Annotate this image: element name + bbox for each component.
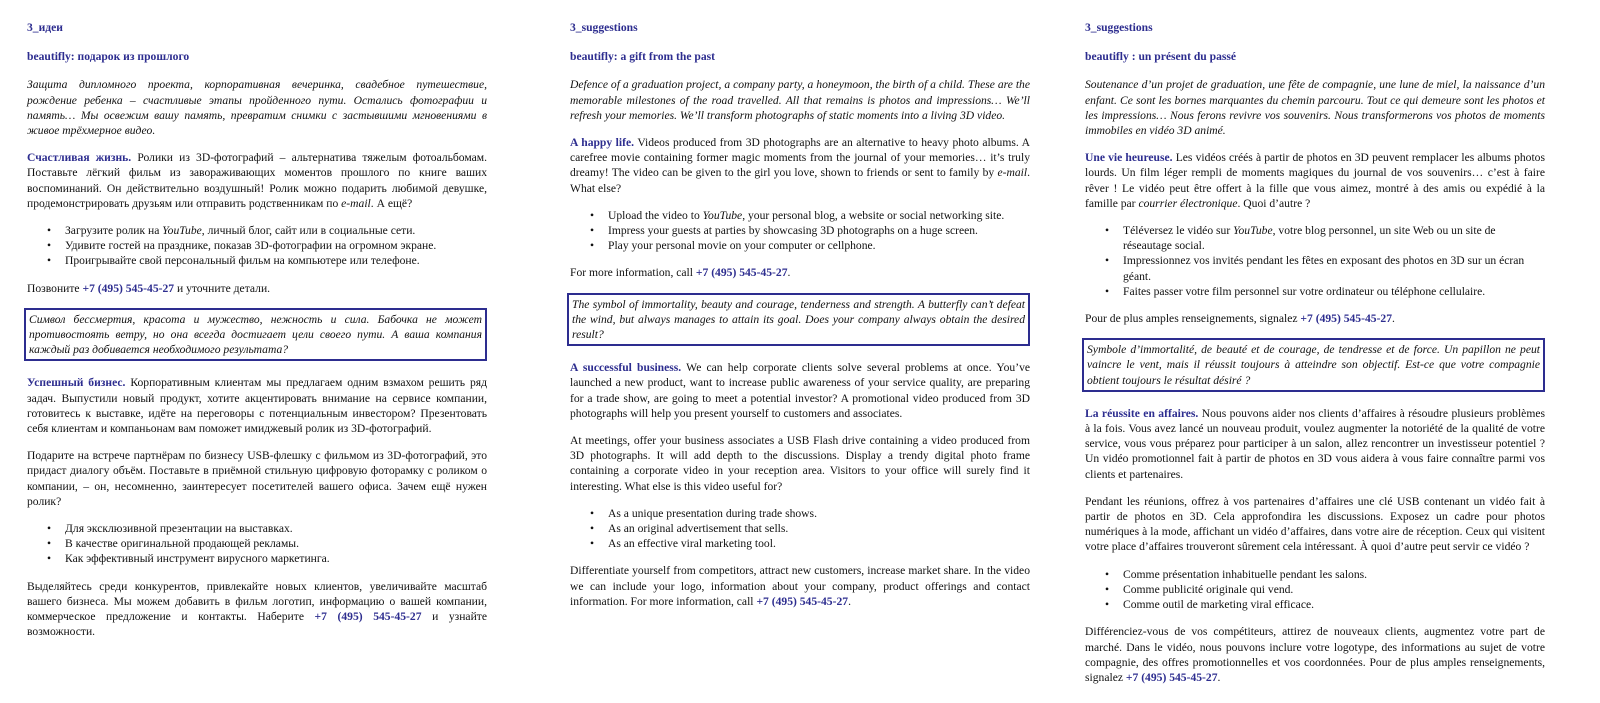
column-french: [1085, 20, 1545, 697]
usb-paragraph: Подарите на встрече партнёрам по бизнесу USB-флешку с фильмом из 3D-фотографий, это придаст диалогу объём. Поставьте в приёмной стильную цифровую фоторамку с роликом о компании, – он, несомненно, заинтересует посетителей вашего офиса. Зачем ещё нужен ролик?: [27, 449, 487, 508]
list-item: • Загрузите ролик на YouTube, личный блог, сайт или в социальные сети.: [65, 223, 487, 238]
column-english: [570, 20, 1030, 621]
list-item: • As a unique presentation during trade shows.: [608, 506, 1030, 521]
happy-life-end: . А ещё?: [370, 196, 413, 210]
email-word: e-mail: [997, 166, 1028, 180]
phone-number: +7 (495) 545-45-27: [314, 610, 422, 624]
business-paragraph: Успешный бизнес. Корпоративным клиентам мы предлагаем одним взмахом решить ряд задач. Выпустили новый продукт, хотите акцентировать внимание на сервисе компании, готовитесь к выставке, идёте на переговоры с потенциальным инвестором? Презентовать себя клиентам и компаньонам вам поможет имиджевый ролик из 3D-фотографий.: [27, 376, 487, 436]
phone-number: +7 (495) 545-45-27: [82, 281, 175, 295]
list-item: • В качестве оригинальной продающей рекламы.: [65, 536, 487, 551]
intro-paragraph: Defence of a graduation project, a company party, a honeymoon, the birth of a child. These are the memorable milestones of the road travelled. All that remains is photos and impressions… We’ll refresh your memories. We’ll transform photographs of static moments into a living 3D video.: [570, 78, 1030, 122]
happy-life-paragraph: [1085, 150, 1545, 211]
call-line: Pour de plus amples renseignements, signalez +7 (495) 545-45-27.: [1085, 312, 1395, 326]
section-heading: 3_suggestions: [570, 21, 638, 34]
happy-life-lead: Счастливая жизнь.: [27, 151, 132, 165]
list-item: • Impressionnez vos invités pendant les fêtes en exposant des photos en 3D sur un écran géant.: [1123, 253, 1545, 283]
business-paragraph: A successful business. We can help corporate clients solve several problems at once. You’ve launched a new product, want to increase public awareness of your service quality, are preparing for a trade show, are going to meet a potential investor? A promotional video produced from 3D photographs will help you present yourself to customers and associates.: [570, 361, 1031, 420]
call-line: Позвоните +7 (495) 545-45-27 и уточните детали.: [27, 281, 271, 295]
email-word: courrier électronique: [1138, 196, 1238, 210]
usb-paragraph: At meetings, offer your business associates a USB Flash drive containing a video produced from 3D photographs. It will add depth to the discussions. Display a trendy digital photo frame containing a corporate video in your reception area. Visitors to your office will surely find it interesting. What else is this video useful for?: [570, 434, 1030, 493]
list-item: • Comme outil de marketing viral efficace.: [1123, 597, 1545, 612]
final-paragraph: Выделяйтесь среди конкурентов, привлекайте новых клиентов, увеличивайте масштаб вашего бизнеса. Мы можем добавить в фильм логотип, информацию о вашей компании, коммерческое предложение и контакты. Наберите +7 (495) 545-45-27 и узнайте возможности.: [27, 579, 487, 639]
phone-number: +7 (495) 545-45-27: [1125, 670, 1218, 684]
list-item: • Comme publicité originale qui vend.: [1123, 582, 1545, 597]
phone-number: +7 (495) 545-45-27: [756, 594, 849, 608]
intro-paragraph: Soutenance d’un projet de graduation, une fête de compagnie, une lune de miel, la naissance d’un enfant. Ce sont les bornes marquantes du chemin parcouru. Tout ce qui demeure sont les photos et les impressions… Nous ferons revivre vos souvenirs. Nous transformerons vos photos de moments immobiles en vidéo 3D animé.: [1085, 78, 1545, 138]
business-lead: Успешный бизнес.: [27, 376, 126, 390]
business-paragraph: La réussite en affaires. Nous pouvons aider nos clients d’affaires à résoudre plusieurs problèmes à la fois. Vous avez lancé un nouveau produit, voulez augmenter la notoriété de la qualité de votre service, vous vous préparez pour participer à un salon, allez rencontrer un investisseur potentiel ? Un vidéo promotionnel fait à partir de photos en 3D vous aidera à vous faire connaître parmi vos clients et partenaires.: [1085, 406, 1545, 481]
happy-life-lead: Une vie heureuse.: [1085, 151, 1173, 165]
uses-list: [1085, 223, 1545, 299]
call-line: For more information, call +7 (495) 545-45-27.: [570, 266, 791, 280]
quote-box: Символ бессмертия, красота и мужество, нежность и сила. Бабочка не может противостоять ветру, но она всегда достигает цели своего пути. А ваша компания каждый раз добивается необходимого результата?: [24, 308, 487, 362]
page-title: beautifly : un présent du passé: [1085, 50, 1237, 64]
video-uses-list: [570, 506, 1030, 552]
email-word: e-mail: [341, 196, 371, 210]
happy-life-end: . What else?: [570, 166, 1030, 195]
list-item: • Play your personal movie on your computer or cellphone.: [608, 238, 1030, 253]
happy-life-paragraph: [570, 135, 1030, 196]
quote-box: Symbole d’immortalité, de beauté et de courage, de tendresse et de force. Un papillon ne peut vaincre le vent, mais il réussit toujours à atteindre son objectif. Est-ce que votre compagnie obtient toujours le résultat désiré ?: [1082, 338, 1545, 392]
video-uses-list: [1085, 567, 1545, 613]
uses-list: [570, 208, 1030, 254]
business-lead: La réussite en affaires.: [1085, 406, 1199, 420]
list-item: • Для эксклюзивной презентации на выставках.: [65, 521, 487, 536]
video-uses-list: [27, 521, 487, 567]
final-paragraph: Différenciez-vous de vos compétiteurs, attirez de nouveaux clients, augmentez votre part de marché. Dans le vidéo, nous pouvons inclure votre logotype, des informations au sujet de votre compagnie, des offres promotionnelles et vos coordonnées. Pour de plus amples renseignements, signalez +7 (495) 545-45-27.: [1085, 625, 1545, 684]
page-title: beautifly: подарок из прошлого: [27, 50, 190, 64]
list-item: • As an original advertisement that sells.: [608, 521, 1030, 536]
phone-number: +7 (495) 545-45-27: [695, 266, 788, 280]
quote-box: The symbol of immortality, beauty and courage, tenderness and strength. A butterfly can’t defeat the wind, but always manages to attain its goal. Does your company always obtain the desired result?: [567, 293, 1030, 347]
happy-life-lead: A happy life.: [570, 136, 635, 150]
business-lead: A successful business.: [570, 361, 682, 375]
happy-life-end: . Quoi d’autre ?: [1237, 196, 1311, 210]
uses-list: [27, 223, 487, 269]
phone-number: +7 (495) 545-45-27: [1300, 312, 1393, 326]
list-item: • Téléversez le vidéo sur YouTube, votre blog personnel, un site Web ou un site de réseautage social.: [1123, 223, 1545, 253]
page-title: beautifly: a gift from the past: [570, 50, 716, 64]
list-item: • Как эффективный инструмент вирусного маркетинга.: [65, 551, 487, 566]
happy-life-text: Ролики из 3D-фотографий – альтернатива тяжелым фотоальбомам. Поставьте лёгкий фильм из завораживающих моментов прошлого по книге ваших воспоминаний. Он действительно воздушный! Ролик можно подарить любимой девушке, продемонстрировать друзьям или отправить родственникам по: [27, 151, 488, 210]
final-paragraph: Differentiate yourself from competitors, attract new customers, increase market share. In the video we can include your logo, information about your company, product offerings and contact information. For more information, call +7 (495) 545-45-27.: [570, 564, 1030, 608]
section-heading: 3_идеи: [27, 21, 63, 34]
list-item: • Comme présentation inhabituelle pendant les salons.: [1123, 567, 1545, 582]
happy-life-text: Les vidéos créés à partir de photos en 3D peuvent remplacer les albums photos lourds. Un film léger rempli de moments magiques du journal de vos souvenirs… c’est à faire rêver ! Le vidéo peut être offert à la fille que vous aimez, montré à des amis ou expédié à la famille par: [1085, 151, 1545, 210]
section-heading: 3_suggestions: [1085, 21, 1153, 34]
list-item: • Upload the video to YouTube, your personal blog, a website or social networking site.: [608, 208, 1030, 223]
list-item: • Удивите гостей на празднике, показав 3D-фотографии на огромном экране.: [65, 238, 487, 253]
happy-life-paragraph: [27, 150, 487, 211]
column-russian: [27, 20, 487, 652]
list-item: • Faites passer votre film personnel sur votre ordinateur ou téléphone cellulaire.: [1123, 284, 1545, 299]
happy-life-text: Videos produced from 3D photographs are an alternative to heavy photo albums. A carefree movie containing former magic moments from the journal of your memories… it’s truly dreamy! The video can be given to the girl you love, shown to friends or sent to family by: [570, 136, 1030, 180]
usb-paragraph: Pendant les réunions, offrez à vos partenaires d’affaires une clé USB contenant un vidéo fait à partir de photos en 3D. Cela approfondira les discussions. Exposez un cadre pour photos numériques à la mode, affichant un vidéo d’affaires, dans votre aire de réception. Ceux qui visitent votre place d’affaires trouveront sûrement cela intéressant. À quoi d’autre peut servir ce vidéo ?: [1085, 494, 1545, 554]
list-item: • Impress your guests at parties by showcasing 3D photographs on a huge screen.: [608, 223, 1030, 238]
intro-paragraph: Защита дипломного проекта, корпоративная вечеринка, свадебное путешествие, рождение ребенка – счастливые этапы пройденного пути. Остались фотографии и память… Мы освежим вашу память, превратим снимки с застывшими мгновениями в живое трёхмерное видео.: [27, 78, 487, 138]
list-item: • Проигрывайте свой персональный фильм на компьютере или телефоне.: [65, 253, 487, 268]
list-item: • As an effective viral marketing tool.: [608, 536, 1030, 551]
